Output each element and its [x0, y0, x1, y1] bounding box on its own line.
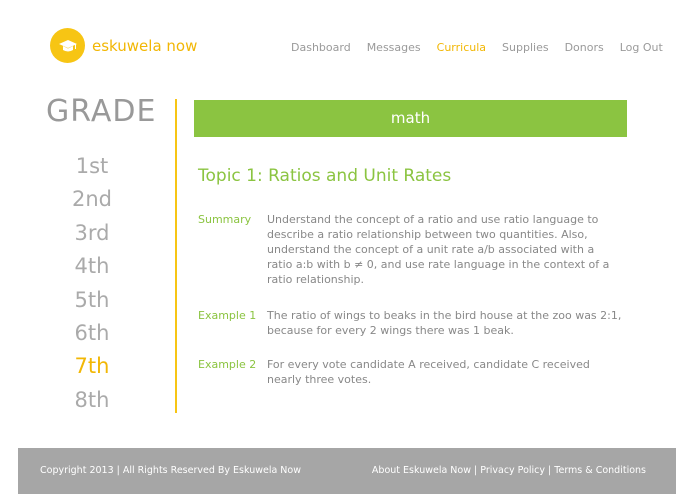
sidebar-divider [175, 99, 177, 413]
footer-link-about[interactable]: About Eskuwela Now [371, 465, 471, 476]
footer-separator: | [474, 465, 478, 476]
summary-text: Understand the concept of a ratio and use ratio language to describe a ratio relationship between two quantities. Also, understand the concept of a unit rate a/b associated with a ratio a:b with b ≠ 0, and use rate language in the context of a ratio relationship. [267, 213, 610, 286]
graduation-cap-icon [50, 28, 85, 63]
grade-item-2nd[interactable]: 2nd [71, 187, 112, 212]
footer [18, 448, 676, 494]
nav-curricula[interactable]: Curricula [436, 41, 487, 54]
grade-item-4th[interactable]: 4th [74, 254, 110, 279]
nav-supplies[interactable]: Supplies [502, 41, 549, 54]
example-2-text: For every vote candidate A received, candidate C received nearly three votes. [267, 358, 590, 386]
grade-list [50, 150, 134, 417]
nav-logout[interactable]: Log Out [619, 41, 663, 54]
subject-banner: math [194, 100, 627, 137]
grade-item-1st[interactable]: 1st [75, 154, 109, 178]
example-1-text: The ratio of wings to beaks in the bird house at the zoo was 2:1, because for every 2 wings there was 1 beak. [267, 309, 622, 337]
footer-separator: | [548, 465, 552, 476]
example-1-section [198, 308, 623, 338]
copyright-text: Copyright 2013 | All Rights Reserved By Eskuwela Now [40, 465, 301, 476]
example-1-label: Example 1 [198, 309, 257, 322]
grade-item-8th[interactable]: 8th [74, 387, 110, 412]
main-nav [291, 41, 679, 54]
footer-link-terms[interactable]: Terms & Conditions [554, 465, 646, 476]
footer-link-privacy[interactable]: Privacy Policy [480, 465, 546, 476]
footer-links [372, 465, 646, 476]
nav-donors[interactable]: Donors [564, 41, 604, 54]
grade-item-7th[interactable]: 7th [74, 354, 110, 379]
example-2-section [198, 357, 623, 387]
brand-logo[interactable] [50, 28, 197, 63]
brand-name: eskuwela now [92, 36, 198, 55]
grade-item-3rd[interactable]: 3rd [74, 220, 110, 245]
grade-item-6th[interactable]: 6th [74, 320, 110, 345]
topic-title: Topic 1: Ratios and Unit Rates [198, 166, 452, 186]
nav-dashboard[interactable]: Dashboard [291, 41, 351, 54]
grade-item-5th[interactable]: 5th [74, 287, 110, 312]
summary-label: Summary [198, 213, 252, 226]
nav-messages[interactable]: Messages [366, 41, 421, 54]
example-2-label: Example 2 [198, 358, 257, 371]
grade-heading: GRADE [46, 94, 157, 129]
summary-section [198, 212, 623, 287]
